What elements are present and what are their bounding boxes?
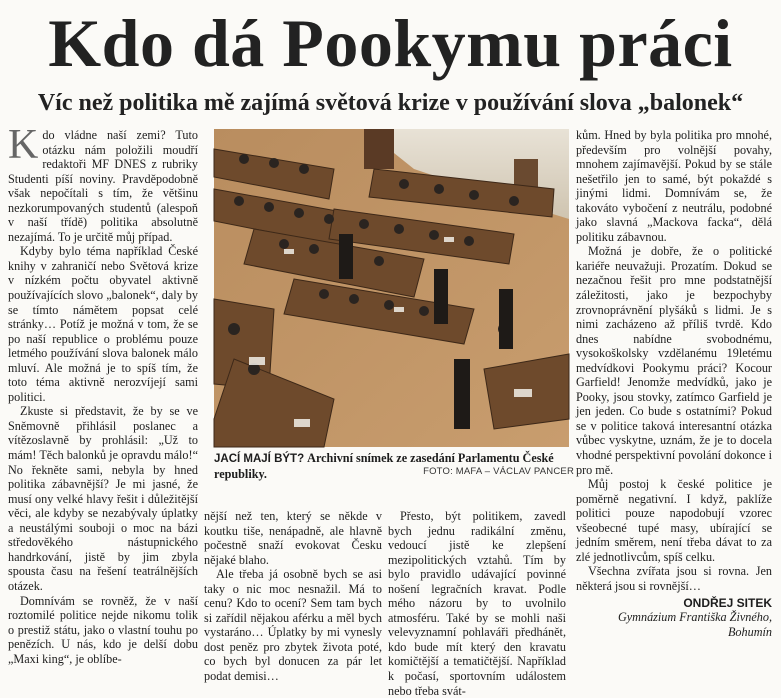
- article-column-2: [204, 509, 382, 684]
- paragraph: Možná je dobře, že o politické kariéře neuvažuji. Prozatím. Dokud se nezačnou řešit pro mne podstatnější záležitosti, jako je bezpochyby zrovnoprávnění plyšáků s lidmi. Je s nimi zacházeno až příliš tvrdě. Kdo dnes nabídne svobodnému, vysokoškolsky vzdělanému 19letému medvídkovi Pookymu práci? Kocour Garfield! Jenomže medvídků, jako je Pooky, jsou stovky, zatímco Garfield je jen jeden. Co bude s ostatními? Pokud se v politice taková interesantní otázka vůbec vyskytne, uznám, že je to docela vhodné perspektivní povolání dokonce i pro mě.: [576, 244, 772, 477]
- article-column-1: [8, 122, 198, 676]
- paragraph: Zkuste si představit, že by se ve Sněmovně přihlásil poslanec a vítězoslavně by prohlásil: „Už to mám! Těch balonků je opravdu málo!“ No řekněte sami, nebyla by hned politika zábavnější? Je mi jasné, že musí ony velké hlavy řešit i důležitější věci, ale kdyby se nezabývaly úplatky a neustálými souboji o moc na bázi středověkého nástupnického handrkování, jistě by jim zbyla spousta času na řešení teatrálnějších otázek.: [8, 404, 198, 593]
- paragraph: Kdo vládne naší zemi? Tuto otázku nám položili moudří redaktoři MF DNES z rubriky Studenti píší noviny. Pravděpodobně však nepočítali s tím, že většinu nezkorumpovaných studentů (alespoň v naší třídě) politika absolutně nezajímá. To je určitě můj případ.: [8, 122, 198, 244]
- paragraph: Kdyby bylo téma například České knihy v zahraničí nebo Světová krize v nízkém počtu obyvatel aktivně používajících slovo „balonek“, daly by se tímto námětem popsat celé stránky… Potíž je možná v tom, že se po naší republice o problému pouze letmého používání slova balonek málo mluví. Ale možná je to spíš tím, že toto téma aktivně nerozvíjejí sami politici.: [8, 244, 198, 404]
- paragraph: nější než ten, který se někde v koutku tiše, nenápadně, ale hlavně počestně snaží evokovat Česku nějaké blaho.: [204, 509, 382, 567]
- caption-text: Archivní snímek ze zasedání Parlamentu České republiky.: [214, 451, 554, 481]
- paragraph: kům. Hned by byla politika pro mnohé, především pro volnější povahy, mnohem zajímavější. Pokud by se stále nešetřilo jen to samé, být pokaždé s jinými lidmi. Domnívám se, že takováto vybočení z neutrálu, podobné jako slavná „Mackova facka“, dělá politiku zábavnou.: [576, 128, 772, 244]
- paragraph: Domnívám se rovněž, že v naší roztomilé politice nejde nikomu tolik o prestiž státu, jako o vlastní touhu po penězích. U nás, kdo je delší dobu „Maxi king“, je oblíbe-: [8, 593, 198, 666]
- article-column-4: [576, 128, 772, 676]
- author-city: Bohumín: [727, 624, 772, 639]
- drop-cap: K: [8, 122, 39, 168]
- paragraph: Všechna zvířata jsou si rovna. Jen některá jsou si rovnější…: [576, 564, 772, 593]
- article-title: Kdo dá Pookymu práci: [48, 5, 733, 81]
- parliament-photo: [214, 129, 569, 447]
- author-signature: [576, 596, 772, 640]
- paragraph: Přesto, být politikem, zavedl bych jednu radikální změnu, vedoucí jistě ke zlepšení mezipolitických vztahů. Tím by bylo pravidlo udávající povinné nošení legračních kravat. Podle mého názoru by to uvolnilo atmosféru. Také by se mohli naši velevyznamní pohlaváři předhánět, kdo bude mít který den kravatu komičtější a tematičtější. Například k počasí, sportovním událostem nebo třeba svát-: [388, 509, 566, 698]
- author-school: Gymnázium Františka Živného,: [617, 610, 772, 625]
- author-name: ONDŘEJ SITEK: [683, 595, 772, 610]
- article-column-3: [388, 509, 566, 698]
- paragraph: Můj postoj k české politice je poměrně negativní. I když, paklíže politici pouze napodobují vzorec všeobecné tupé masy, ubírající se jedním směrem, není třeba dávat to za zlé jednotlivcům, spíš celku.: [576, 477, 772, 564]
- photo-credit: FOTO: MAFA – VÁCLAV PANCER: [423, 466, 574, 477]
- caption-lead: JACÍ MAJÍ BÝT?: [214, 453, 305, 465]
- photo-caption: [214, 451, 574, 489]
- article-subtitle: Víc než politika mě zajímá světová krize v používání slova „balonek“: [37, 90, 744, 116]
- paragraph: Ale třeba já osobně bych se asi taky o nic moc nesnažil. Má to cenu? Kdo to ocení? Sem tam bych si zařídil nějakou aférku a měl bych vystaráno… Úplatky by mi vynesly dost peněz pro zbytek života poté, co bych byl donucen za pár let podat demisi…: [204, 567, 382, 684]
